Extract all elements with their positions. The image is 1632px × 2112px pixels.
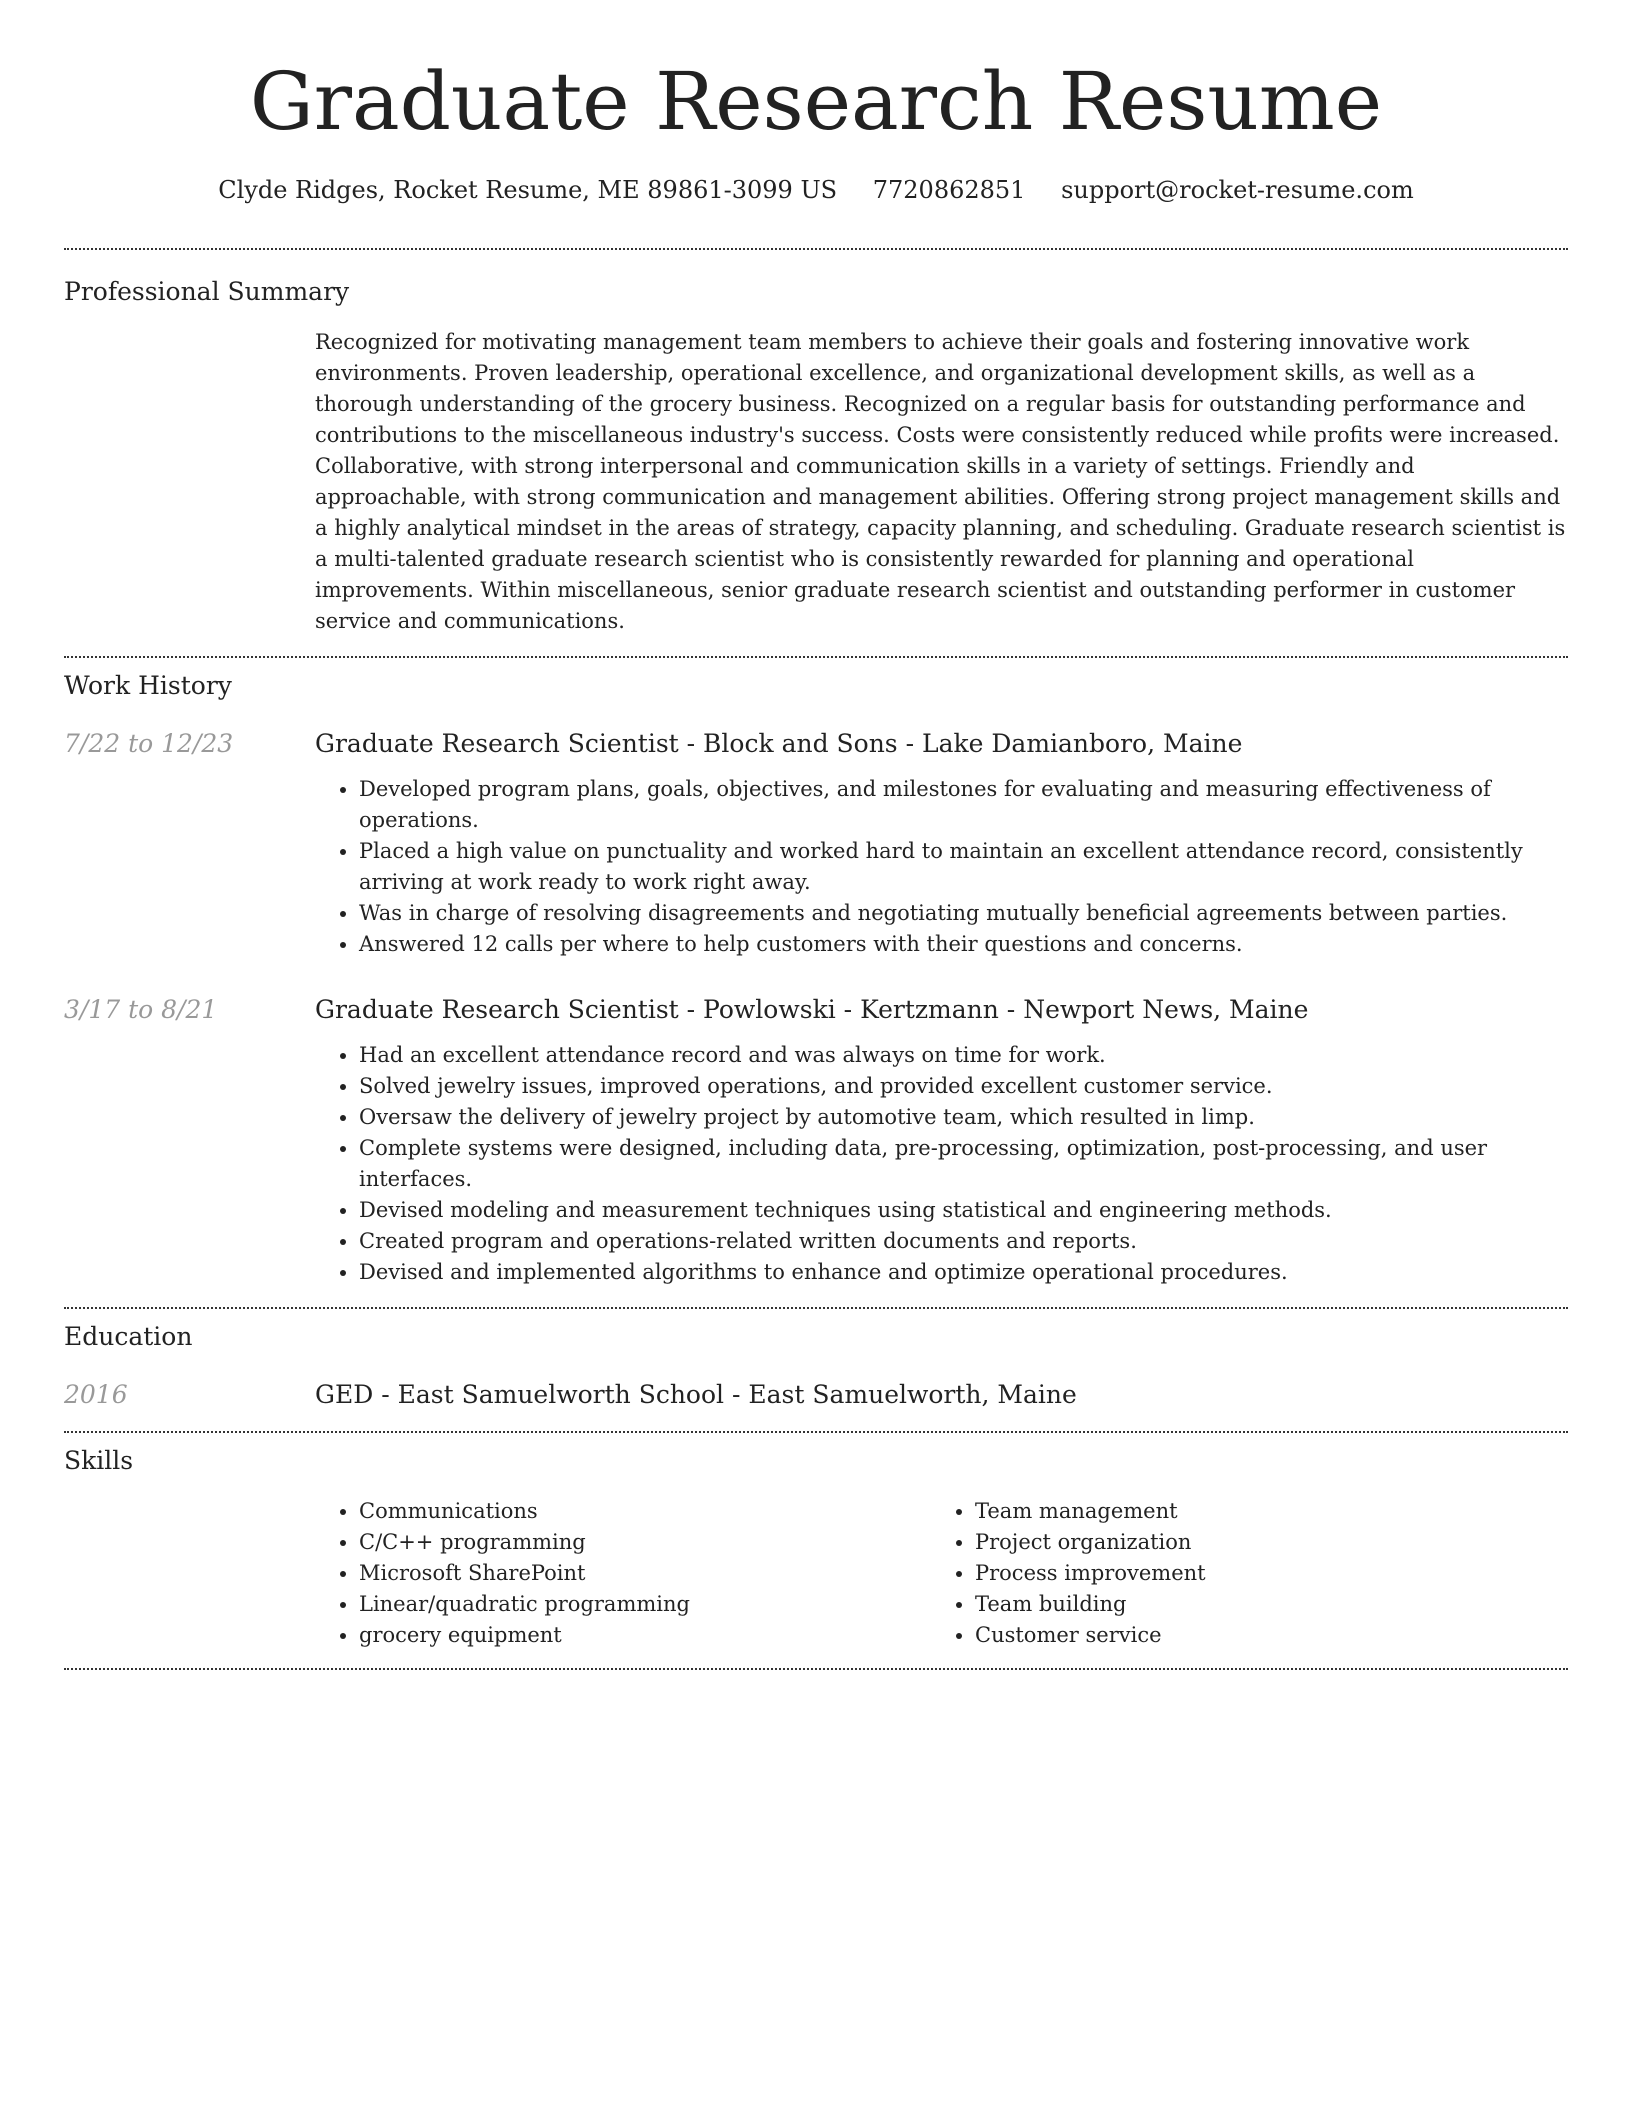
- education-heading: Education: [64, 1322, 193, 1351]
- list-item: • Was in charge of resolving disagreements and negotiating mutually beneficial agreements between parties.: [359, 898, 1568, 929]
- contact-phone: 7720862851: [872, 176, 1026, 204]
- section-divider: [64, 1668, 1568, 1670]
- list-item: • Oversaw the delivery of jewelry project by automotive team, which resulted in limp.: [359, 1102, 1568, 1133]
- list-item: • Developed program plans, goals, objectives, and milestones for evaluating and measuring effectiveness of operations.: [359, 774, 1568, 836]
- summary-heading: Professional Summary: [64, 277, 350, 306]
- education-entry: [64, 1377, 1568, 1413]
- list-item: • Devised and implemented algorithms to enhance and optimize operational procedures.: [359, 1257, 1568, 1288]
- job-title: Graduate Research Scientist - Powlowski - Kertzmann - Newport News, Maine: [315, 995, 1309, 1024]
- skills-section: [64, 1433, 1568, 1651]
- skills-list-left: [315, 1496, 931, 1651]
- skill-item: • Communications: [359, 1496, 931, 1527]
- contact-address: Clyde Ridges, Rocket Resume, ME 89861-3099 US: [218, 176, 838, 204]
- job-title: Graduate Research Scientist - Block and Sons - Lake Damianboro, Maine: [315, 729, 1243, 758]
- list-item: • Had an excellent attendance record and was always on time for work.: [359, 1040, 1568, 1071]
- contact-email: support@rocket-resume.com: [1061, 176, 1414, 204]
- summary-section: [64, 250, 1568, 637]
- resume-page: [64, 0, 1568, 1670]
- education-section: [64, 1309, 1568, 1413]
- resume-title: Graduate Research Resume: [249, 55, 1383, 148]
- skill-item: • C/C++ programming: [359, 1527, 931, 1558]
- list-item: • Devised modeling and measurement techniques using statistical and engineering methods.: [359, 1195, 1568, 1226]
- job-dates: 7/22 to 12/23: [64, 729, 234, 758]
- skill-item: • Team management: [975, 1496, 1547, 1527]
- skills-list-right: [931, 1496, 1547, 1651]
- work-heading: Work History: [64, 671, 232, 700]
- skill-item: • Customer service: [975, 1620, 1547, 1651]
- work-section: [64, 658, 1568, 1288]
- list-item: • Placed a high value on punctuality and worked hard to maintain an excellent attendance record, consistently arriving at work ready to work right away.: [359, 836, 1568, 898]
- education-degree: GED - East Samuelworth School - East Samuelworth, Maine: [315, 1380, 1077, 1409]
- list-item: • Complete systems were designed, including data, pre-processing, optimization, post-processing, and user interfaces.: [359, 1133, 1568, 1195]
- contact-line: [64, 172, 1568, 208]
- job-bullets: [315, 774, 1568, 960]
- list-item: • Solved jewelry issues, improved operations, and provided excellent customer service.: [359, 1071, 1568, 1102]
- skill-item: • Project organization: [975, 1527, 1547, 1558]
- skill-item: • Process improvement: [975, 1558, 1547, 1589]
- list-item: • Created program and operations-related written documents and reports.: [359, 1226, 1568, 1257]
- job-entry: [64, 726, 1568, 960]
- job-bullets: [315, 1040, 1568, 1288]
- skill-item: • Team building: [975, 1589, 1547, 1620]
- job-dates: 3/17 to 8/21: [64, 995, 218, 1024]
- job-entry: [64, 992, 1568, 1288]
- skill-item: • grocery equipment: [359, 1620, 931, 1651]
- skills-heading: Skills: [64, 1446, 134, 1475]
- education-year: 2016: [64, 1380, 128, 1409]
- list-item: • Answered 12 calls per where to help customers with their questions and concerns.: [359, 929, 1568, 960]
- skill-item: • Linear/quadratic programming: [359, 1589, 931, 1620]
- summary-text: Recognized for motivating management team members to achieve their goals and fostering innovative work environments. Proven leadership, operational excellence, and organizational development skills, as well as a thorough understanding of the grocery business. Recognized on a regular basis for outstanding performance and contributions to the miscellaneous industry's success. Costs were consistently reduced while profits were increased. Collaborative, with strong interpersonal and communication skills in a variety of settings. Friendly and approachable, with strong communication and management abilities. Offering strong project management skills and a highly analytical mindset in the areas of strategy, capacity planning, and scheduling. Graduate research scientist is a multi-talented graduate research scientist who is consistently rewarded for planning and operational improvements. Within miscellaneous, senior graduate research scientist and outstanding performer in customer service and communications.: [315, 330, 1566, 633]
- skill-item: • Microsoft SharePoint: [359, 1558, 931, 1589]
